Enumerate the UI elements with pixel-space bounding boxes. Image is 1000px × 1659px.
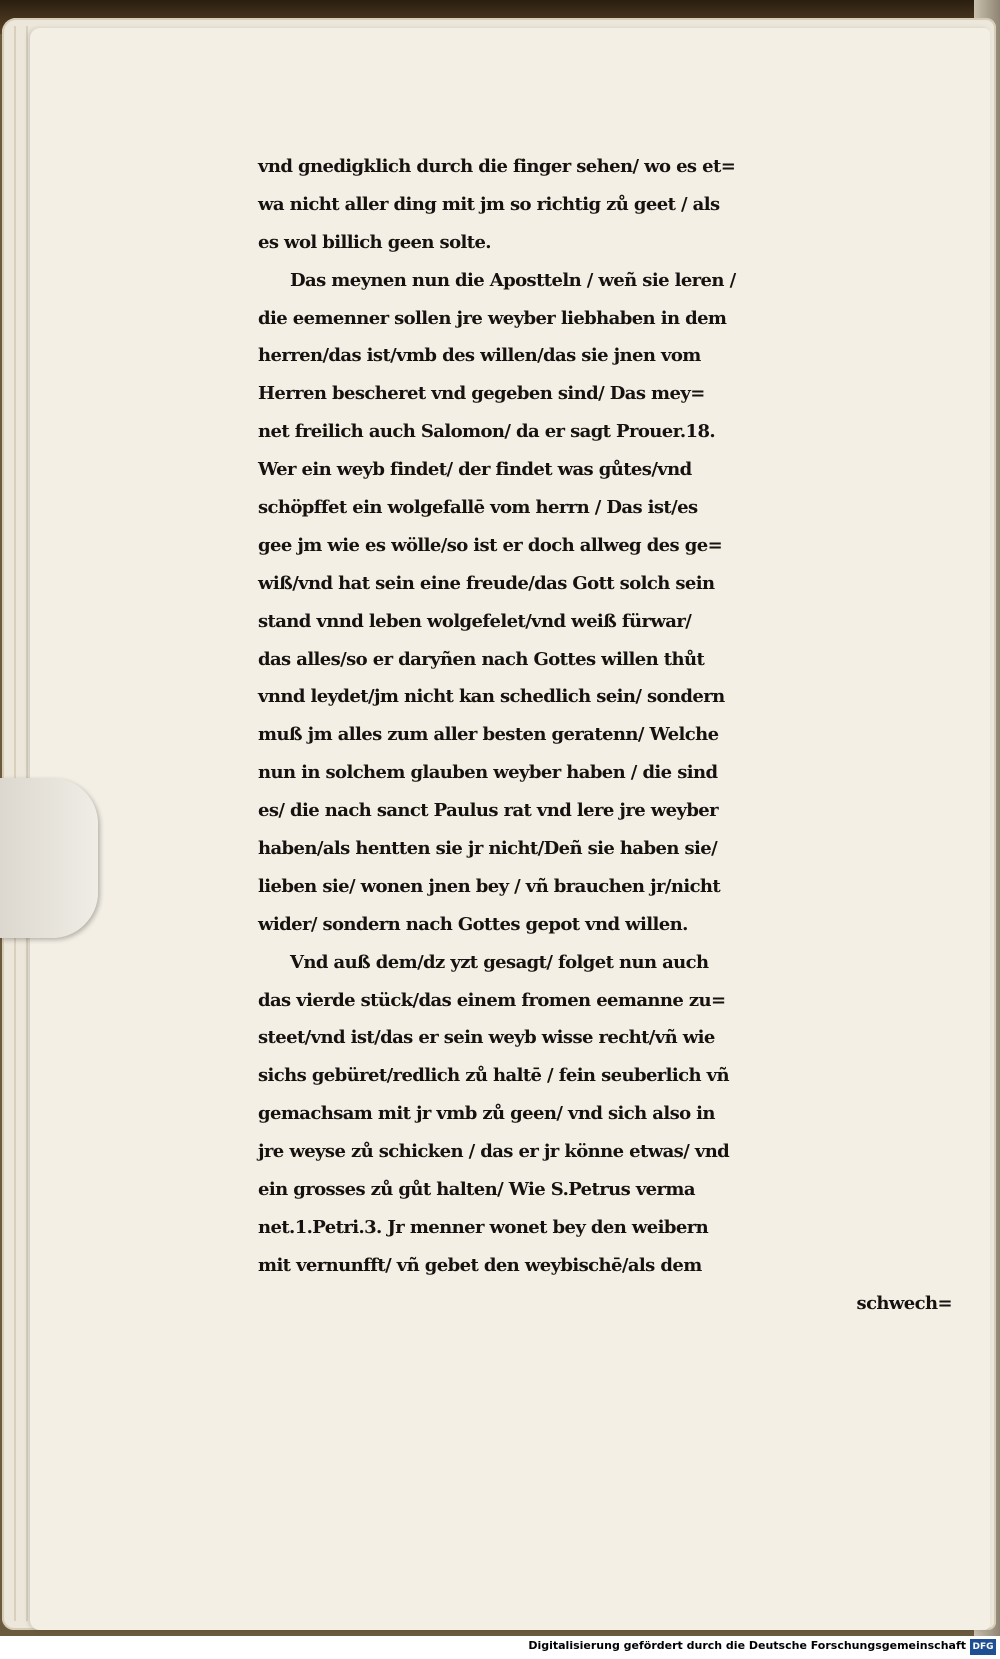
text-line-5: die eemenner sollen jre weyber liebhaben in dem [258,307,727,329]
text-line-9: Wer ein weyb findet/ der findet was gůtes/vnd [258,459,692,481]
text-line-19: haben/als hentten sie jr nicht/Deñ sie haben sie/ [258,838,718,860]
text-line-29: net.1.Petri.3. Jr menner wonet bey den weibern [258,1216,709,1238]
text-line-6: herren/das ist/vmb des willen/das sie jnen vom [258,345,701,367]
text-line-3: es wol billich geen solte. [258,231,491,253]
text-line-13: stand vnnd leben wolgefelet/vnd weiß fürwar/ [258,610,692,632]
text-line-11: gee jm wie es wölle/so ist er doch allweg des ge= [258,534,723,556]
text-line-22: Vnd auß dem/dz yzt gesagt/ folget nun auch [290,951,709,973]
text-line-23: das vierde stück/das einem fromen eemanne zu= [258,989,726,1011]
dfg-logo-icon: DFG [970,1639,996,1655]
text-line-24: steet/vnd ist/das er sein weyb wisse recht/vñ wie [258,1027,715,1049]
text-line-4: Das meynen nun die Apostteln / weñ sie leren / [290,269,736,291]
text-line-30: mit vernunfft/ vñ gebet den weybischē/als dem [258,1254,702,1276]
text-line-16: muß jm alles zum aller besten geratenn/ Welche [258,724,719,746]
text-line-7: Herren bescheret vnd gegeben sind/ Das mey= [258,383,705,405]
text-line-20: lieben sie/ wonen jnen bey / vñ brauchen jr/nicht [258,875,721,897]
catchword: schwech= [856,1292,952,1314]
text-line-10: schöpffet ein wolgefallē vom herrn / Das ist/es [258,497,698,519]
text-line-28: ein grosses zů gůt halten/ Wie S.Petrus verma [258,1179,695,1201]
text-line-2: wa nicht aller ding mit jm so richtig zů geet / als [258,193,720,215]
text-line-18: es/ die nach sanct Paulus rat vnd lere jre weyber [258,800,719,822]
funding-credit: Digitalisierung gefördert durch die Deutsche Forschungsgemeinschaft [528,1639,966,1652]
text-line-26: gemachsam mit jr vmb zů geen/ vnd sich also in [258,1103,715,1125]
digitization-footer [0,1636,1000,1659]
text-line-15: vnnd leydet/jm nicht kan schedlich sein/ sondern [258,686,725,708]
text-line-8: net freilich auch Salomon/ da er sagt Prouer.18. [258,421,716,443]
page-clip-holder [0,778,98,938]
text-line-27: jre weyse zů schicken / das er jr könne etwas/ vnd [258,1141,730,1163]
text-line-21: wider/ sondern nach Gottes gepot vnd willen. [258,913,688,935]
text-line-12: wiß/vnd hat sein eine freude/das Gott solch sein [258,572,715,594]
blackletter-text-block [258,148,958,1323]
text-line-17: nun in solchem glauben weyber haben / die sind [258,762,718,784]
text-line-14: das alles/so er daryñen nach Gottes willen thůt [258,648,705,670]
text-line-25: sichs gebüret/redlich zů haltē / fein seuberlich vñ [258,1065,730,1087]
text-line-1: vnd gnedigklich durch die finger sehen/ wo es et= [258,156,736,177]
